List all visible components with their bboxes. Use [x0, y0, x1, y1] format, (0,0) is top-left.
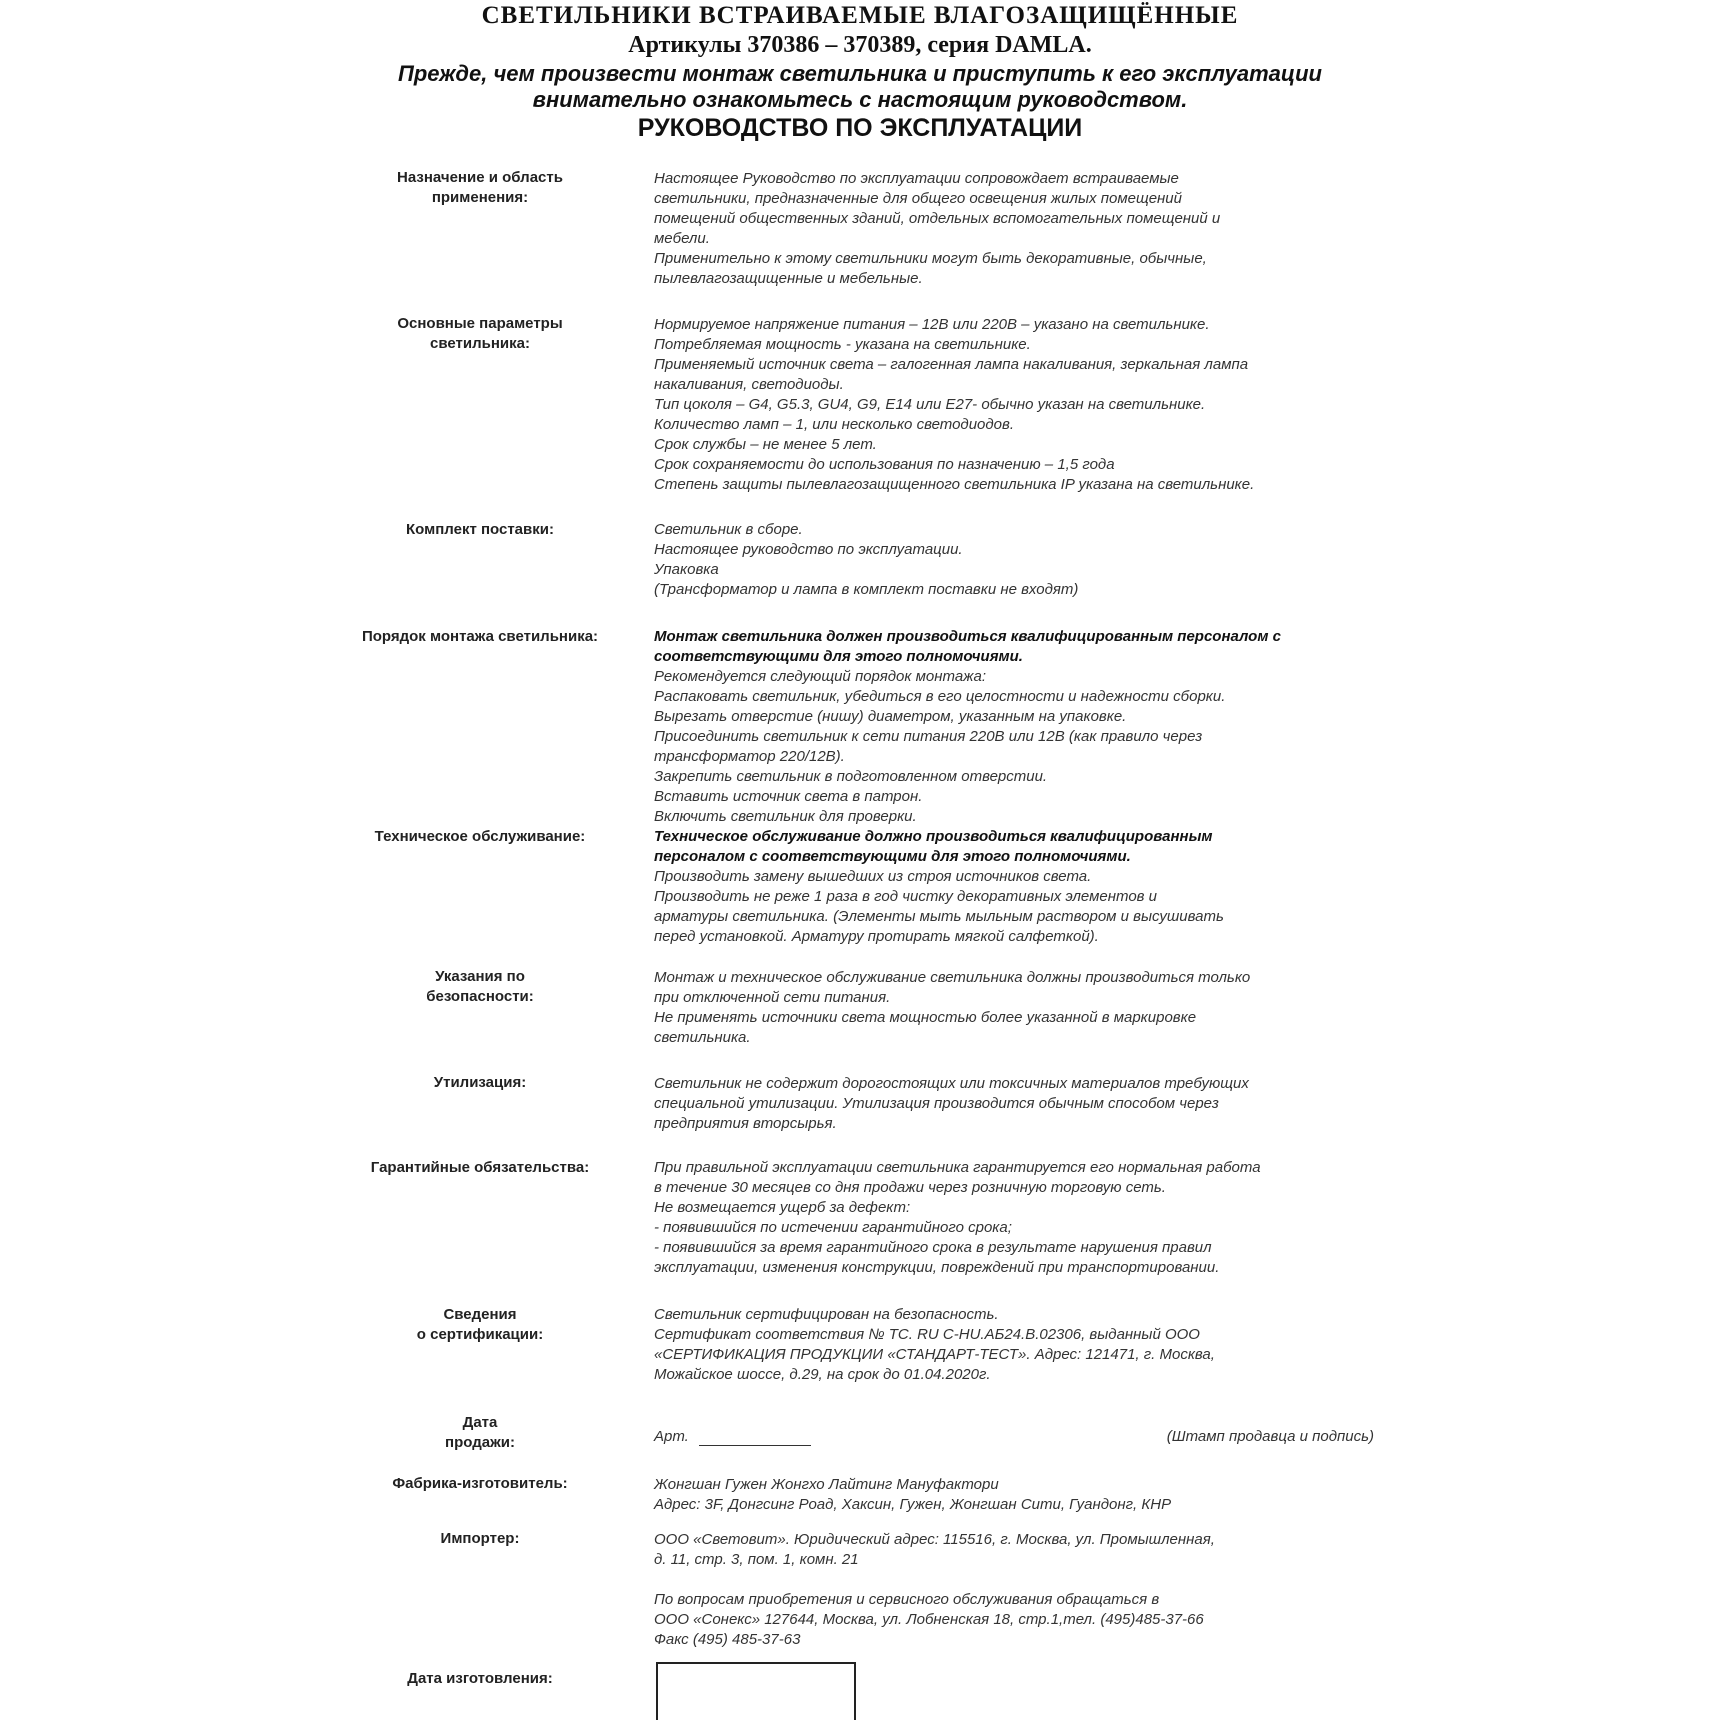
section-body-line: Производить не реже 1 раза в год чистку декоративных элементов и — [654, 888, 1157, 905]
section-body-line: Не возмещается ущерб за дефект: — [654, 1199, 911, 1216]
section-body-line: Вырезать отверстие (нишу) диаметром, указанным на упаковке. — [654, 708, 1127, 725]
section-body-line: Упаковка — [654, 561, 719, 578]
section-body-line — [654, 1570, 1394, 1590]
section-body-line: Настоящее руководство по эксплуатации. — [654, 541, 963, 558]
section-body — [654, 1530, 1394, 1650]
article-numbers: Артикулы 370386 – 370389, серия DAMLA. — [628, 32, 1092, 58]
section-label-line: Указания по — [435, 968, 525, 985]
section-body-line: Количество ламп – 1, или несколько светодиодов. — [654, 416, 1015, 433]
section-body — [654, 1074, 1394, 1134]
article-underline — [699, 1445, 811, 1446]
warning-line-1: Прежде, чем произвести монтаж светильника и приступить к его эксплуатации — [398, 61, 1322, 86]
section-body-line: эксплуатации, изменения конструкции, повреждений при транспортировании. — [654, 1259, 1220, 1276]
section-body-line: накаливания, светодиоды. — [654, 376, 844, 393]
section-body — [654, 1305, 1394, 1385]
section-body-line: По вопросам приобретения и сервисного обслуживания обращаться в — [654, 1591, 1160, 1608]
section-body-line: трансформатор 220/12В). — [654, 748, 845, 765]
section-body-line: пылевлагозащищенные и мебельные. — [654, 270, 923, 287]
section-label-line: Утилизация: — [433, 1074, 527, 1091]
section-body-line: Производить замену вышедших из строя источников света. — [654, 868, 1092, 885]
section-body-line: Степень защиты пылевлагозащищенного светильника IP указана на светильнике. — [654, 476, 1255, 493]
section-body — [654, 827, 1394, 947]
section-body-line: Техническое обслуживание должно производиться квалифицированным — [654, 828, 1213, 845]
document-title: СВЕТИЛЬНИКИ ВСТРАИВАЕМЫЕ ВЛАГОЗАЩИЩЁННЫЕ — [481, 2, 1239, 29]
section-body-line: Можайское шоссе, д.29, на срок до 01.04.2020г. — [654, 1366, 991, 1383]
section-body-line: Рекомендуется следующий порядок монтажа: — [654, 668, 986, 685]
section-body-line: Закрепить светильник в подготовленном отверстии. — [654, 768, 1048, 785]
section-body-line: помещений общественных зданий, отдельных вспомогательных помещений и — [654, 210, 1221, 227]
section-body-line: мебели. — [654, 230, 710, 247]
section-label-line: продажи: — [445, 1434, 515, 1451]
section-body-line: соответствующими для этого полномочиями. — [654, 648, 1023, 665]
section-label — [330, 1073, 630, 1093]
section-body-line: При правильной эксплуатации светильника гарантируется его нормальная работа — [654, 1159, 1261, 1176]
section-body-line: светильника. — [654, 1029, 751, 1046]
section-body-line: - появившийся за время гарантийного срока в результате нарушения правил — [654, 1239, 1212, 1256]
warning-line-2: внимательно ознакомьтесь с настоящим руководством. — [532, 87, 1188, 112]
section-body-line: Монтаж и техническое обслуживание светильника должны производиться только — [654, 969, 1251, 986]
section-label — [330, 168, 630, 208]
section-body-line: специальной утилизации. Утилизация производится обычным способом через — [654, 1095, 1219, 1112]
section-body-line: Сертификат соответствия № ТС. RU C-HU.AБ24.B.02306, выданный ООО — [654, 1326, 1200, 1343]
section-body-line: светильники, предназначенные для общего освещения жилых помещений — [654, 190, 1182, 207]
section-label-line: безопасности: — [426, 988, 534, 1005]
section-body-line: Жонгшан Гужен Жонгхо Лайтинг Мануфактори — [654, 1476, 999, 1493]
section-label-line: о сертификации: — [416, 1326, 544, 1343]
seller-stamp-label: (Штамп продавца и подпись) — [1166, 1428, 1374, 1445]
manual-title: РУКОВОДСТВО ПО ЭКСПЛУАТАЦИИ — [637, 114, 1083, 142]
section-body-line: Присоединить светильник к сети питания 220В или 12В (как правило через — [654, 728, 1203, 745]
section-label-line: Фабрика-изготовитель: — [392, 1475, 568, 1492]
section-body-line: Светильник в сборе. — [654, 521, 803, 538]
section-body-line: Адрес: 3F, Донгсинг Роад, Хаксин, Гужен, Жонгшан Сити, Гуандонг, КНР — [654, 1496, 1172, 1513]
section-body-line: Настоящее Руководство по эксплуатации сопровождает встраиваемые — [654, 170, 1179, 187]
section-label-line: Гарантийные обязательства: — [370, 1159, 590, 1176]
section-body-line: Тип цоколя – G4, G5.3, GU4, G9, E14 или E27- обычно указан на светильнике. — [654, 396, 1206, 413]
section-body — [654, 968, 1394, 1048]
section-label-line: применения: — [431, 189, 529, 206]
section-body — [654, 1158, 1394, 1278]
section-body-line: Светильник не содержит дорогостоящих или токсичных материалов требующих — [654, 1075, 1249, 1092]
section-label — [330, 1529, 630, 1549]
section-body-line: (Трансформатор и лампа в комплект поставки не входят) — [654, 581, 1079, 598]
section-label-line: Импортер: — [440, 1530, 520, 1547]
section-body-line: Факс (495) 485-37-63 — [654, 1631, 801, 1648]
section-body-line: при отключенной сети питания. — [654, 989, 891, 1006]
section-body-line: д. 11, стр. 3, пом. 1, комн. 21 — [654, 1551, 859, 1568]
section-body-line: Не применять источники света мощностью более указанной в маркировке — [654, 1009, 1197, 1026]
section-label-line: Комплект поставки: — [406, 521, 554, 538]
section-body-line: «СЕРТИФИКАЦИЯ ПРОДУКЦИИ «СТАНДАРТ-ТЕСТ». Адрес: 121471, г. Москва, — [654, 1346, 1215, 1363]
section-label-line: Основные параметры — [397, 315, 563, 332]
section-body — [654, 520, 1394, 600]
section-body-line: Потребляемая мощность - указана на светильнике. — [654, 336, 1031, 353]
section-body-line: в течение 30 месяцев со дня продажи через розничную торговую сеть. — [654, 1179, 1166, 1196]
section-label — [330, 827, 630, 847]
section-body-line: предприятия вторсырья. — [654, 1115, 837, 1132]
sale-row — [654, 1428, 1374, 1450]
section-body-line: Срок сохраняемости до использования по назначению – 1,5 года — [654, 456, 1115, 473]
section-body-line: - появившийся по истечении гарантийного срока; — [654, 1219, 1012, 1236]
section-body-line: Срок службы – не менее 5 лет. — [654, 436, 877, 453]
section-label — [330, 1305, 630, 1345]
section-label-line: Дата — [462, 1414, 498, 1431]
section-body — [654, 1475, 1394, 1515]
section-body — [654, 315, 1394, 495]
section-body-line: Включить светильник для проверки. — [654, 808, 917, 825]
manufacture-date-box — [656, 1662, 856, 1720]
section-label — [330, 967, 630, 1007]
section-label — [330, 1669, 630, 1689]
section-body-line: Нормируемое напряжение питания – 12В или 220В – указано на светильнике. — [654, 316, 1210, 333]
section-body-line: ООО «Световит». Юридический адрес: 115516, г. Москва, ул. Промышленная, — [654, 1531, 1215, 1548]
section-label-line: Назначение и область — [397, 169, 563, 186]
section-body-line: Применяемый источник света – галогенная лампа накаливания, зеркальная лампа — [654, 356, 1249, 373]
section-body-line: Монтаж светильника должен производиться квалифицированным персоналом с — [654, 628, 1281, 645]
section-body-line: перед установкой. Арматуру протирать мягкой салфеткой). — [654, 928, 1099, 945]
section-label — [330, 627, 630, 647]
section-label — [330, 1158, 630, 1178]
section-body-line: Применительно к этому светильники могут быть декоративные, обычные, — [654, 250, 1207, 267]
section-label-line: Техническое обслуживание: — [374, 828, 586, 845]
section-label-line: Порядок монтажа светильника: — [361, 628, 599, 645]
section-body — [654, 169, 1394, 289]
section-label — [330, 1474, 630, 1494]
section-label — [330, 520, 630, 540]
section-body-line: Вставить источник света в патрон. — [654, 788, 923, 805]
section-body — [654, 627, 1394, 827]
section-body-line: персоналом с соответствующими для этого полномочиями. — [654, 848, 1131, 865]
section-body-line: арматуры светильника. (Элементы мыть мыльным раствором и высушивать — [654, 908, 1224, 925]
section-label — [330, 314, 630, 354]
section-label — [330, 1413, 630, 1453]
section-body-line: Светильник сертифицирован на безопасность. — [654, 1306, 999, 1323]
section-body-line: Распаковать светильник, убедиться в его целостности и надежности сборки. — [654, 688, 1226, 705]
section-label-line: Дата изготовления: — [407, 1670, 553, 1687]
section-label-line: Сведения — [443, 1306, 517, 1323]
section-body-line: ООО «Сонекс» 127644, Москва, ул. Лобненская 18, стр.1,тел. (495)485-37-66 — [654, 1611, 1204, 1628]
section-label-line: светильника: — [430, 335, 530, 352]
article-label: Арт. — [654, 1428, 689, 1445]
